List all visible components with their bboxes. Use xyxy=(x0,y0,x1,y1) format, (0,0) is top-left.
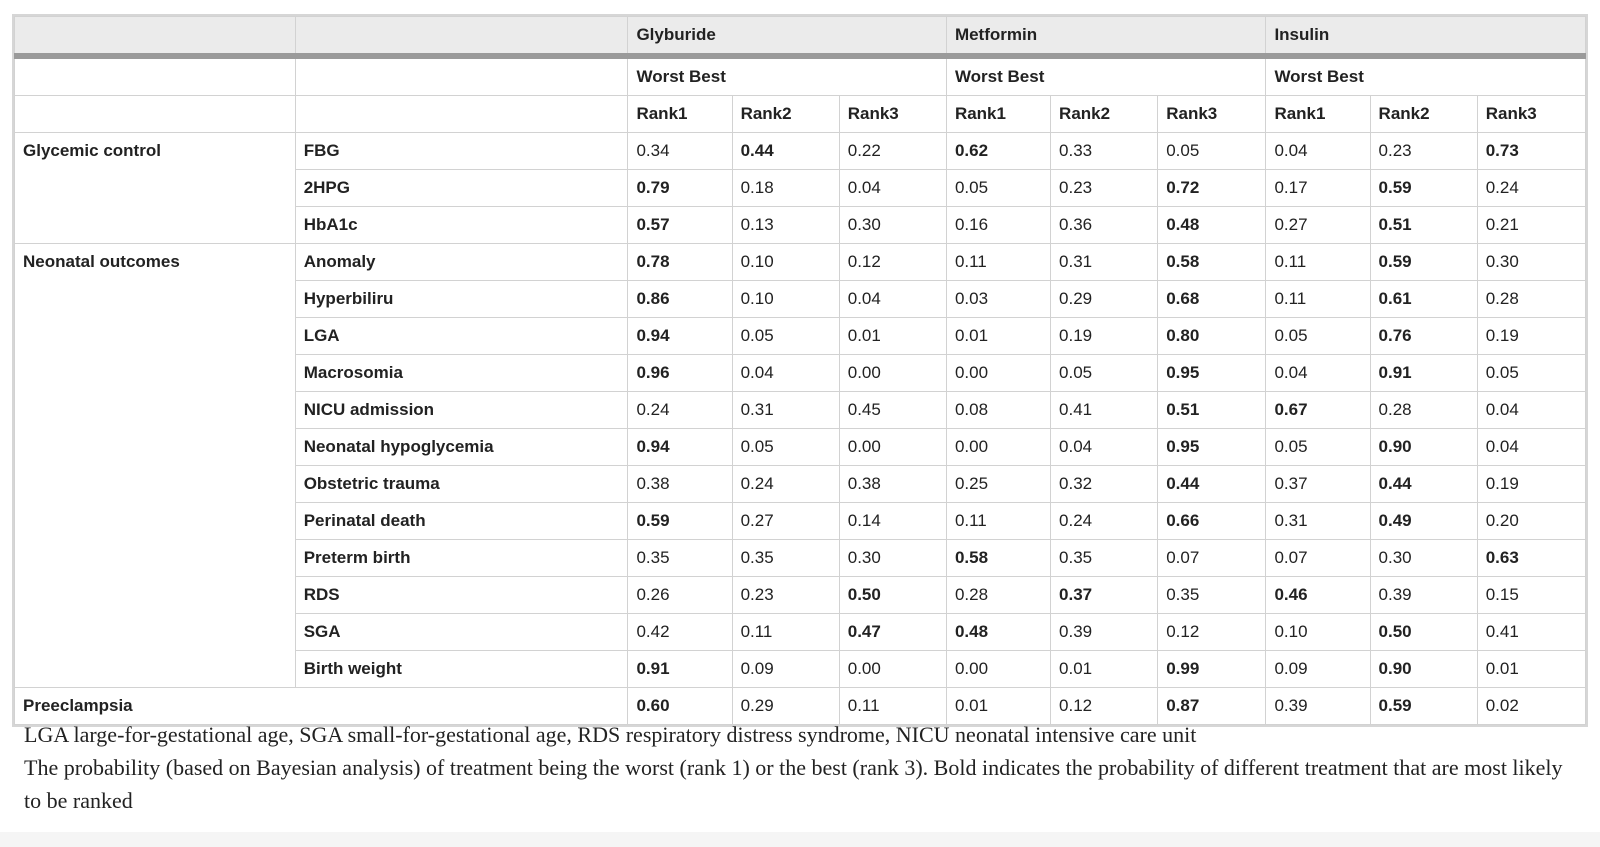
probability-cell: 0.66 xyxy=(1158,503,1266,540)
probability-cell: 0.58 xyxy=(1158,244,1266,281)
probability-cell: 0.11 xyxy=(946,503,1050,540)
probability-cell: 0.23 xyxy=(732,577,839,614)
outcome-label: RDS xyxy=(295,577,628,614)
probability-cell: 0.94 xyxy=(628,429,732,466)
probability-cell: 0.11 xyxy=(946,244,1050,281)
table-row xyxy=(15,133,1586,170)
rank-header: Rank3 xyxy=(1477,96,1585,133)
probability-cell: 0.10 xyxy=(1266,614,1370,651)
probability-cell: 0.12 xyxy=(1158,614,1266,651)
probability-cell: 0.00 xyxy=(839,651,946,688)
probability-cell: 0.31 xyxy=(1266,503,1370,540)
empty-header-cell xyxy=(15,17,296,57)
probability-cell: 0.44 xyxy=(1370,466,1477,503)
probability-cell: 0.27 xyxy=(1266,207,1370,244)
probability-cell: 0.32 xyxy=(1051,466,1158,503)
probability-cell: 0.11 xyxy=(1266,281,1370,318)
probability-cell: 0.96 xyxy=(628,355,732,392)
probability-cell: 0.24 xyxy=(1051,503,1158,540)
worst-best-label: Worst Best xyxy=(1266,56,1586,96)
drug-header-insulin: Insulin xyxy=(1266,17,1586,57)
probability-cell: 0.30 xyxy=(839,540,946,577)
table-row xyxy=(15,244,1586,281)
probability-cell: 0.04 xyxy=(1477,392,1585,429)
probability-cell: 0.23 xyxy=(1051,170,1158,207)
probability-cell: 0.44 xyxy=(732,133,839,170)
probability-cell: 0.04 xyxy=(839,170,946,207)
rank-header: Rank1 xyxy=(946,96,1050,133)
outcome-label: LGA xyxy=(295,318,628,355)
probability-cell: 0.05 xyxy=(946,170,1050,207)
probability-cell: 0.05 xyxy=(732,429,839,466)
outcome-label: NICU admission xyxy=(295,392,628,429)
outcome-label: Anomaly xyxy=(295,244,628,281)
probability-cell: 0.51 xyxy=(1370,207,1477,244)
probability-cell: 0.90 xyxy=(1370,651,1477,688)
probability-cell: 0.91 xyxy=(1370,355,1477,392)
probability-cell: 0.05 xyxy=(1051,355,1158,392)
probability-cell: 0.26 xyxy=(628,577,732,614)
probability-cell: 0.09 xyxy=(1266,651,1370,688)
probability-cell: 0.17 xyxy=(1266,170,1370,207)
probability-cell: 0.05 xyxy=(732,318,839,355)
probability-cell: 0.73 xyxy=(1477,133,1585,170)
probability-cell: 0.08 xyxy=(946,392,1050,429)
probability-cell: 0.28 xyxy=(946,577,1050,614)
group-label-preeclampsia: Preeclampsia xyxy=(15,688,628,725)
probability-cell: 0.10 xyxy=(732,281,839,318)
probability-cell: 0.22 xyxy=(839,133,946,170)
probability-cell: 0.48 xyxy=(1158,207,1266,244)
probability-cell: 0.62 xyxy=(946,133,1050,170)
probability-cell: 0.44 xyxy=(1158,466,1266,503)
rank-header: Rank2 xyxy=(1370,96,1477,133)
probability-cell: 0.01 xyxy=(946,318,1050,355)
probability-cell: 0.37 xyxy=(1051,577,1158,614)
probability-cell: 0.04 xyxy=(1051,429,1158,466)
probability-cell: 0.04 xyxy=(1266,133,1370,170)
bottom-band xyxy=(0,832,1600,847)
probability-cell: 0.24 xyxy=(628,392,732,429)
group-label-glycemic: Glycemic control xyxy=(15,133,296,244)
probability-cell: 0.42 xyxy=(628,614,732,651)
table-footnote xyxy=(24,718,1584,817)
probability-cell: 0.45 xyxy=(839,392,946,429)
probability-cell: 0.59 xyxy=(628,503,732,540)
table-body xyxy=(15,133,1586,725)
rank-header: Rank2 xyxy=(732,96,839,133)
probability-cell: 0.39 xyxy=(1370,577,1477,614)
probability-cell: 0.31 xyxy=(1051,244,1158,281)
outcome-label: Birth weight xyxy=(295,651,628,688)
rank-header: Rank1 xyxy=(1266,96,1370,133)
probability-cell: 0.02 xyxy=(1477,688,1585,725)
probability-cell: 0.31 xyxy=(732,392,839,429)
probability-cell: 0.24 xyxy=(1477,170,1585,207)
probability-cell: 0.00 xyxy=(946,651,1050,688)
outcome-label: HbA1c xyxy=(295,207,628,244)
worst-best-label: Worst Best xyxy=(946,56,1266,96)
probability-cell: 0.11 xyxy=(732,614,839,651)
probability-cell: 0.10 xyxy=(732,244,839,281)
probability-cell: 0.51 xyxy=(1158,392,1266,429)
probability-cell: 0.91 xyxy=(628,651,732,688)
outcome-label: SGA xyxy=(295,614,628,651)
probability-cell: 0.68 xyxy=(1158,281,1266,318)
probability-cell: 0.19 xyxy=(1477,318,1585,355)
probability-cell: 0.38 xyxy=(628,466,732,503)
outcome-label: Hyperbiliru xyxy=(295,281,628,318)
probability-cell: 0.24 xyxy=(732,466,839,503)
probability-cell: 0.36 xyxy=(1051,207,1158,244)
probability-cell: 0.46 xyxy=(1266,577,1370,614)
probability-cell: 0.13 xyxy=(732,207,839,244)
footnote-explanation: The probability (based on Bayesian analysis) of treatment being the worst (rank 1) or the best (rank 3). Bold indicates the probability of different treatment that are most likely to be ranked xyxy=(24,755,1563,813)
probability-cell: 0.59 xyxy=(1370,244,1477,281)
probability-cell: 0.05 xyxy=(1266,318,1370,355)
drug-header-glyburide: Glyburide xyxy=(628,17,946,57)
probability-cell: 0.01 xyxy=(946,688,1050,725)
outcome-label: Perinatal death xyxy=(295,503,628,540)
probability-cell: 0.76 xyxy=(1370,318,1477,355)
probability-cell: 0.07 xyxy=(1266,540,1370,577)
probability-cell: 0.57 xyxy=(628,207,732,244)
probability-cell: 0.78 xyxy=(628,244,732,281)
probability-cell: 0.11 xyxy=(839,688,946,725)
probability-cell: 0.27 xyxy=(732,503,839,540)
probability-cell: 0.04 xyxy=(839,281,946,318)
probability-cell: 0.03 xyxy=(946,281,1050,318)
probability-cell: 0.95 xyxy=(1158,355,1266,392)
ranking-table-container xyxy=(12,14,1588,727)
probability-cell: 0.01 xyxy=(839,318,946,355)
probability-cell: 0.05 xyxy=(1158,133,1266,170)
probability-cell: 0.50 xyxy=(1370,614,1477,651)
probability-cell: 0.39 xyxy=(1051,614,1158,651)
probability-cell: 0.50 xyxy=(839,577,946,614)
probability-cell: 0.87 xyxy=(1158,688,1266,725)
probability-cell: 0.79 xyxy=(628,170,732,207)
probability-cell: 0.35 xyxy=(628,540,732,577)
probability-cell: 0.58 xyxy=(946,540,1050,577)
probability-cell: 0.99 xyxy=(1158,651,1266,688)
probability-cell: 0.29 xyxy=(1051,281,1158,318)
probability-cell: 0.35 xyxy=(1051,540,1158,577)
probability-cell: 0.47 xyxy=(839,614,946,651)
probability-cell: 0.01 xyxy=(1477,651,1585,688)
probability-cell: 0.35 xyxy=(732,540,839,577)
probability-cell: 0.20 xyxy=(1477,503,1585,540)
probability-cell: 0.14 xyxy=(839,503,946,540)
probability-cell: 0.23 xyxy=(1370,133,1477,170)
drug-header-metformin: Metformin xyxy=(946,17,1266,57)
group-label-neonatal: Neonatal outcomes xyxy=(15,244,296,688)
probability-cell: 0.34 xyxy=(628,133,732,170)
probability-cell: 0.86 xyxy=(628,281,732,318)
probability-cell: 0.01 xyxy=(1051,651,1158,688)
probability-cell: 0.29 xyxy=(732,688,839,725)
probability-cell: 0.28 xyxy=(1370,392,1477,429)
worst-best-row xyxy=(15,56,1586,96)
outcome-label: Neonatal hypoglycemia xyxy=(295,429,628,466)
probability-cell: 0.67 xyxy=(1266,392,1370,429)
empty-header-cell xyxy=(295,56,628,96)
probability-cell: 0.59 xyxy=(1370,688,1477,725)
ranking-probability-table xyxy=(14,16,1586,725)
probability-cell: 0.09 xyxy=(732,651,839,688)
probability-cell: 0.41 xyxy=(1477,614,1585,651)
probability-cell: 0.33 xyxy=(1051,133,1158,170)
probability-cell: 0.39 xyxy=(1266,688,1370,725)
outcome-label: Obstetric trauma xyxy=(295,466,628,503)
probability-cell: 0.41 xyxy=(1051,392,1158,429)
empty-header-cell xyxy=(295,96,628,133)
empty-header-cell xyxy=(15,96,296,133)
probability-cell: 0.19 xyxy=(1477,466,1585,503)
empty-header-cell xyxy=(15,56,296,96)
empty-header-cell xyxy=(295,17,628,57)
probability-cell: 0.00 xyxy=(946,355,1050,392)
footnote-abbreviations: LGA large-for-gestational age, SGA small-for-gestational age, RDS respiratory distress syndrome, NICU neonatal intensive care unit xyxy=(24,722,1197,747)
probability-cell: 0.49 xyxy=(1370,503,1477,540)
probability-cell: 0.90 xyxy=(1370,429,1477,466)
probability-cell: 0.28 xyxy=(1477,281,1585,318)
probability-cell: 0.00 xyxy=(839,429,946,466)
probability-cell: 0.15 xyxy=(1477,577,1585,614)
outcome-label: Macrosomia xyxy=(295,355,628,392)
probability-cell: 0.80 xyxy=(1158,318,1266,355)
probability-cell: 0.11 xyxy=(1266,244,1370,281)
probability-cell: 0.00 xyxy=(839,355,946,392)
probability-cell: 0.30 xyxy=(1370,540,1477,577)
outcome-label: Preterm birth xyxy=(295,540,628,577)
probability-cell: 0.30 xyxy=(839,207,946,244)
outcome-label: 2HPG xyxy=(295,170,628,207)
probability-cell: 0.00 xyxy=(946,429,1050,466)
rank-header: Rank3 xyxy=(1158,96,1266,133)
probability-cell: 0.72 xyxy=(1158,170,1266,207)
probability-cell: 0.63 xyxy=(1477,540,1585,577)
probability-cell: 0.19 xyxy=(1051,318,1158,355)
probability-cell: 0.04 xyxy=(1477,429,1585,466)
drug-header-row xyxy=(15,17,1586,57)
probability-cell: 0.37 xyxy=(1266,466,1370,503)
rank-header: Rank2 xyxy=(1051,96,1158,133)
probability-cell: 0.95 xyxy=(1158,429,1266,466)
probability-cell: 0.16 xyxy=(946,207,1050,244)
probability-cell: 0.21 xyxy=(1477,207,1585,244)
probability-cell: 0.05 xyxy=(1477,355,1585,392)
probability-cell: 0.60 xyxy=(628,688,732,725)
probability-cell: 0.30 xyxy=(1477,244,1585,281)
probability-cell: 0.48 xyxy=(946,614,1050,651)
probability-cell: 0.04 xyxy=(1266,355,1370,392)
worst-best-label: Worst Best xyxy=(628,56,946,96)
probability-cell: 0.38 xyxy=(839,466,946,503)
probability-cell: 0.12 xyxy=(1051,688,1158,725)
probability-cell: 0.12 xyxy=(839,244,946,281)
rank-header-row xyxy=(15,96,1586,133)
probability-cell: 0.04 xyxy=(732,355,839,392)
probability-cell: 0.59 xyxy=(1370,170,1477,207)
outcome-label: FBG xyxy=(295,133,628,170)
probability-cell: 0.25 xyxy=(946,466,1050,503)
probability-cell: 0.07 xyxy=(1158,540,1266,577)
rank-header: Rank1 xyxy=(628,96,732,133)
probability-cell: 0.18 xyxy=(732,170,839,207)
probability-cell: 0.61 xyxy=(1370,281,1477,318)
probability-cell: 0.35 xyxy=(1158,577,1266,614)
probability-cell: 0.05 xyxy=(1266,429,1370,466)
probability-cell: 0.94 xyxy=(628,318,732,355)
rank-header: Rank3 xyxy=(839,96,946,133)
